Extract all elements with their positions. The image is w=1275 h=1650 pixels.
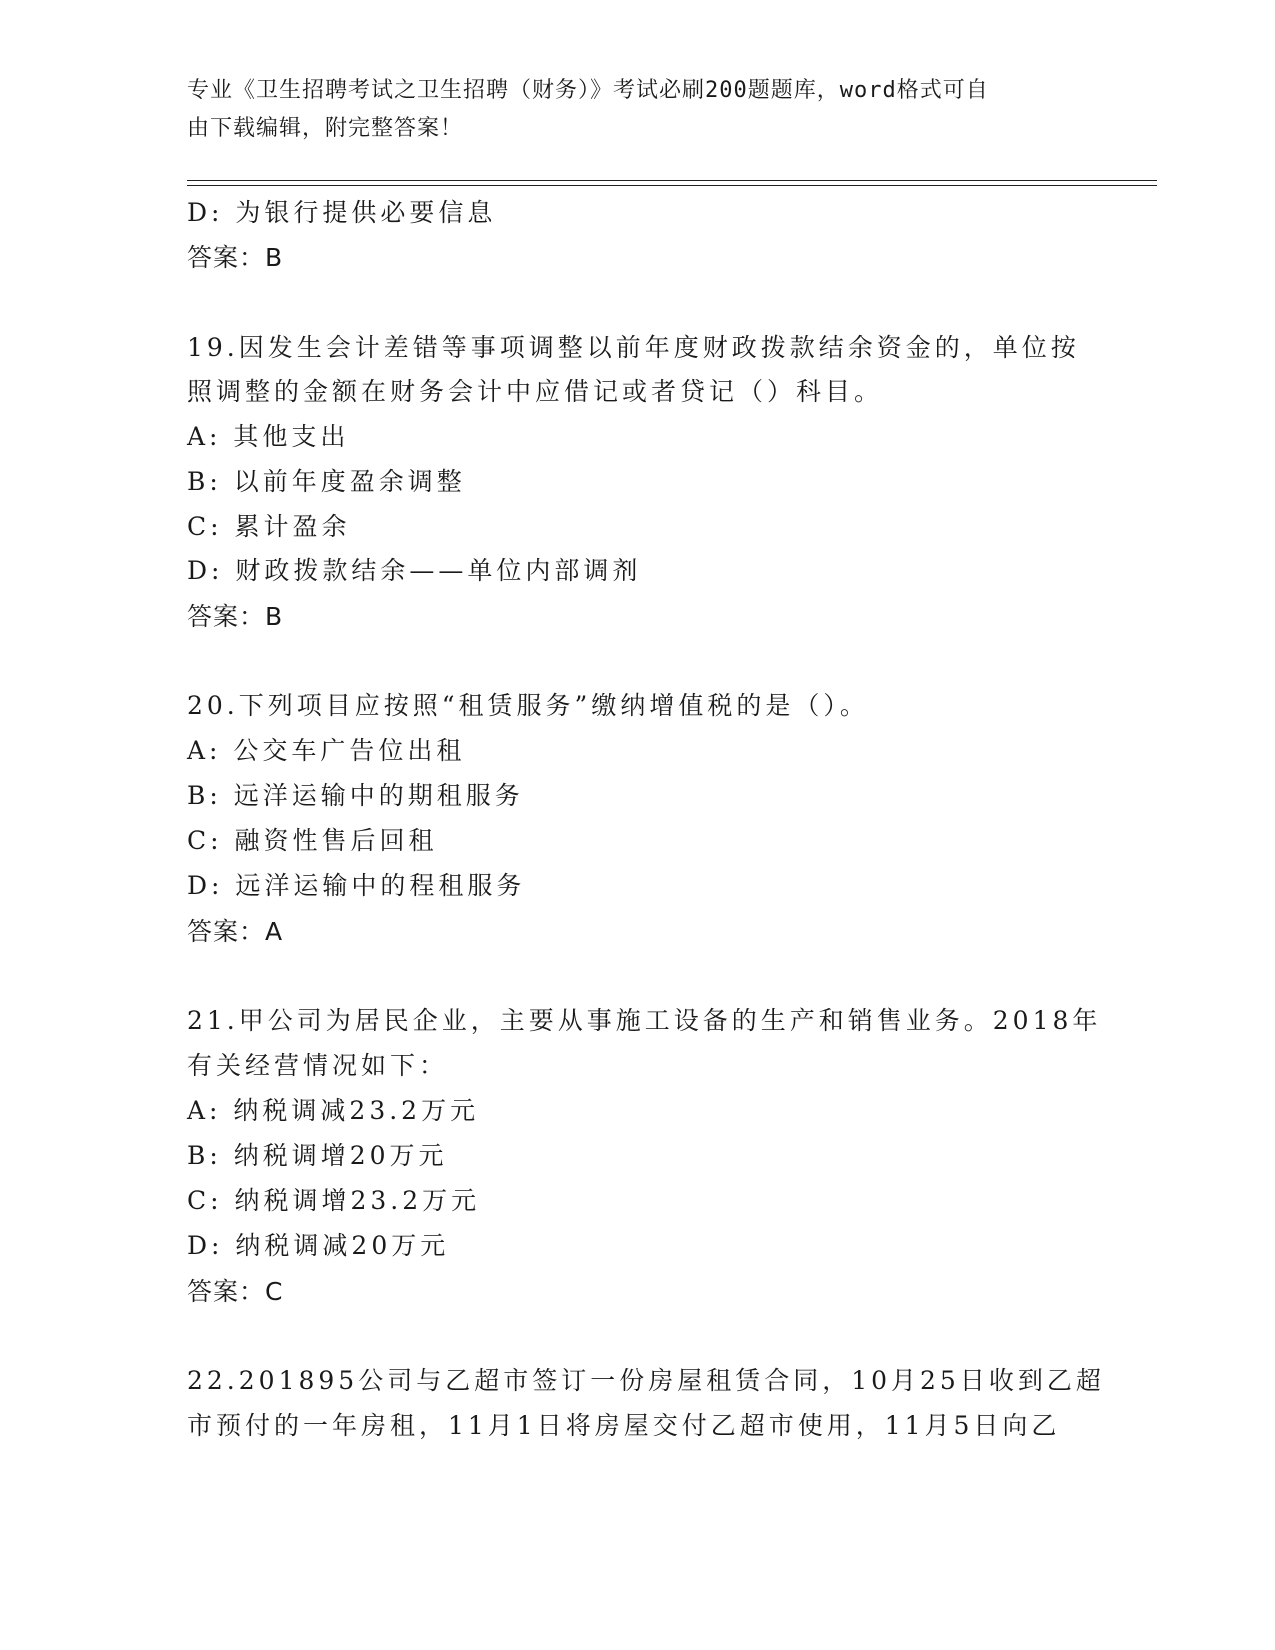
header-line-2: 由下载编辑，附完整答案！ [187,116,464,141]
header-divider-secondary [187,185,1157,186]
question-22-stem-line-1: 22.201895公司与乙超市签订一份房屋租赁合同，10月25日收到乙超 [187,1366,1105,1395]
question-20-option-d: D: 远洋运输中的程租服务 [187,871,526,900]
header-line-1: 专业《卫生招聘考试之卫生招聘（财务）》考试必刷200题题库，word格式可自 [187,78,989,103]
question-20-option-a: A: 公交车广告位出租 [187,736,466,765]
answer-line: 答案：B [187,243,284,272]
question-19-answer: 答案：B [187,602,284,631]
question-19-stem-line-1: 19.因发生会计差错等事项调整以前年度财政拨款结余资金的，单位按 [187,333,1080,362]
question-20-answer: 答案：A [187,917,284,946]
question-19-stem-line-2: 照调整的金额在财务会计中应借记或者贷记（）科目。 [187,377,884,406]
question-20-option-c: C: 融资性售后回租 [187,826,438,855]
question-20-option-b: B: 远洋运输中的期租服务 [187,781,524,810]
question-19-option-a: A: 其他支出 [187,422,350,451]
question-19-option-c: C: 累计盈余 [187,512,351,541]
question-21-answer: 答案：C [187,1277,284,1306]
question-21-option-d: D: 纳税调减20万元 [187,1231,450,1260]
question-19-option-d: D: 财政拨款结余——单位内部调剂 [187,556,642,585]
header-divider [187,180,1157,181]
question-19-option-b: B: 以前年度盈余调整 [187,467,466,496]
question-21-option-a: A: 纳税调减23.2万元 [187,1096,480,1125]
question-21-option-b: B: 纳税调增20万元 [187,1141,448,1170]
question-20-stem-line-1: 20.下列项目应按照“租赁服务”缴纳增值税的是（）。 [187,691,869,720]
question-21-stem-line-2: 有关经营情况如下： [187,1051,449,1080]
question-21-option-c: C: 纳税调增23.2万元 [187,1186,481,1215]
question-22-stem-line-2: 市预付的一年房租，11月1日将房屋交付乙超市使用，11月5日向乙 [187,1411,1061,1440]
document-header [187,72,1067,148]
question-21-stem-line-1: 21.甲公司为居民企业，主要从事施工设备的生产和销售业务。2018年 [187,1006,1102,1035]
option-d-line: D: 为银行提供必要信息 [187,198,497,227]
